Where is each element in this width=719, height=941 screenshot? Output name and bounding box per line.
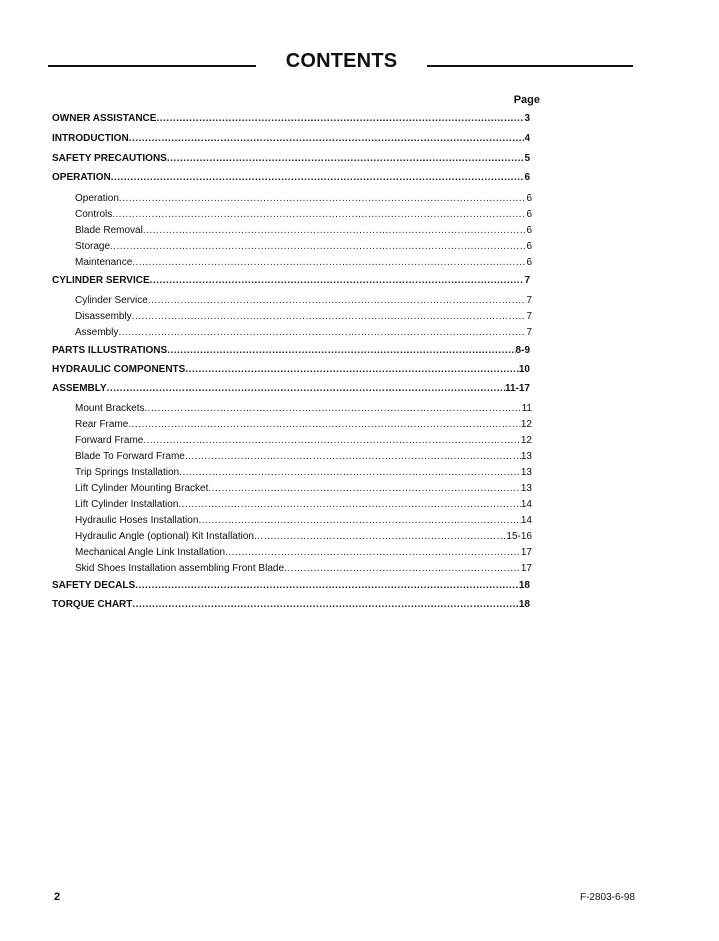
toc-subsection-row	[75, 193, 532, 205]
toc-entry-label: Hydraulic Hoses Installation	[75, 515, 199, 526]
dot-leader	[135, 580, 519, 592]
toc-entry-label: SAFETY PRECAUTIONS	[52, 153, 167, 164]
toc-entry-page: 4	[524, 133, 530, 144]
toc-entry-page: 10	[518, 364, 530, 375]
dot-leader	[132, 311, 527, 323]
page-column-label: Page	[513, 94, 540, 106]
toc-entry-page: 14	[520, 499, 532, 510]
dot-leader	[112, 209, 526, 221]
toc-subsection-row	[75, 257, 532, 269]
toc-subsection-row	[75, 403, 532, 415]
dot-leader	[132, 599, 519, 611]
toc-entry-label: OWNER ASSISTANCE	[52, 113, 157, 124]
toc-entry-label: Blade To Forward Frame	[75, 451, 185, 462]
dot-leader	[225, 547, 521, 559]
toc-subsection-row	[75, 467, 532, 479]
toc-entry-page: 11-17	[504, 383, 530, 394]
toc-entry-label: Disassembly	[75, 311, 132, 322]
toc-section-row	[52, 153, 530, 165]
dot-leader	[143, 435, 521, 447]
toc-entry-page: 13	[520, 451, 532, 462]
toc-entry-label: Operation	[75, 193, 119, 204]
dot-leader	[208, 483, 520, 495]
header-rule-left	[48, 65, 256, 67]
toc-entry-label: Cylinder Service	[75, 295, 148, 306]
toc-entry-label: OPERATION	[52, 172, 111, 183]
toc-entry-page: 15-16	[506, 531, 532, 542]
toc-entry-label: Lift Cylinder Mounting Bracket	[75, 483, 209, 494]
toc-subsection-row	[75, 451, 532, 463]
dot-leader	[111, 172, 525, 184]
toc-subsection-row	[75, 419, 532, 431]
toc-entry-page: 13	[520, 483, 532, 494]
toc-entry-page: 5	[524, 153, 530, 164]
toc-subsection-row	[75, 295, 532, 307]
toc-subsection-row	[75, 327, 532, 339]
toc-entry-label: Lift Cylinder Installation	[75, 499, 179, 510]
toc-entry-label: SAFETY DECALS	[52, 580, 136, 591]
toc-entry-label: INTRODUCTION	[52, 133, 129, 144]
header-rule-right	[427, 65, 633, 67]
toc-entry-page: 13	[520, 467, 532, 478]
dot-leader	[178, 499, 520, 511]
toc-entry-label: Maintenance	[75, 257, 133, 268]
toc-entry-page: 7	[526, 295, 532, 306]
dot-leader	[129, 133, 525, 145]
toc-subsection-row	[75, 515, 532, 527]
dot-leader	[132, 257, 526, 269]
toc-subsection-row	[75, 483, 532, 495]
toc-entry-label: Assembly	[75, 327, 119, 338]
toc-section-row	[52, 345, 530, 357]
toc-section-row	[52, 113, 530, 125]
toc-entry-page: 6	[524, 172, 530, 183]
dot-leader	[254, 531, 506, 543]
toc-entry-label: Storage	[75, 241, 111, 252]
dot-leader	[128, 419, 521, 431]
dot-leader	[185, 451, 521, 463]
toc-subsection-row	[75, 563, 532, 575]
dot-leader	[185, 364, 519, 376]
toc-entry-page: 17	[520, 563, 532, 574]
toc-entry-label: Controls	[75, 209, 113, 220]
toc-entry-page: 14	[520, 515, 532, 526]
dot-leader	[198, 515, 520, 527]
page-number: 2	[54, 891, 61, 903]
toc-subsection-row	[75, 241, 532, 253]
toc-section-row	[52, 133, 530, 145]
toc-entry-page: 3	[524, 113, 530, 124]
dot-leader	[144, 403, 521, 415]
form-number: F-2803-6-98	[579, 892, 635, 903]
dot-leader	[119, 193, 527, 205]
toc-entry-page: 17	[520, 547, 532, 558]
toc-entry-page: 12	[520, 419, 532, 430]
toc-entry-label: Trip Springs Installation	[75, 467, 180, 478]
toc-subsection-row	[75, 209, 532, 221]
toc-entry-page: 11	[521, 403, 532, 414]
toc-entry-label: Blade Removal	[75, 225, 143, 236]
toc-section-row	[52, 172, 530, 184]
dot-leader	[167, 153, 525, 165]
toc-entry-page: 7	[526, 327, 532, 338]
toc-entry-label: Hydraulic Angle (optional) Kit Installation	[75, 531, 254, 542]
toc-entry-page: 6	[526, 225, 532, 236]
toc-entry-page: 18	[518, 580, 530, 591]
toc-entry-label: Rear Frame	[75, 419, 129, 430]
toc-entry-label: Mechanical Angle Link Installation	[75, 547, 226, 558]
dot-leader	[143, 225, 527, 237]
toc-entry-page: 7	[526, 311, 532, 322]
toc-subsection-row	[75, 547, 532, 559]
toc-entry-label: CYLINDER SERVICE	[52, 275, 150, 286]
toc-entry-label: Skid Shoes Installation assembling Front Blade	[75, 563, 285, 574]
toc-section-row	[52, 580, 530, 592]
toc-entry-page: 7	[524, 275, 530, 286]
dot-leader	[150, 275, 525, 287]
dot-leader	[148, 295, 527, 307]
dot-leader	[110, 241, 526, 253]
dot-leader	[107, 383, 505, 395]
dot-leader	[179, 467, 521, 479]
toc-entry-page: 6	[526, 241, 532, 252]
toc-section-row	[52, 275, 530, 287]
toc-subsection-row	[75, 225, 532, 237]
toc-entry-label: Mount Brackets	[75, 403, 145, 414]
toc-entry-label: HYDRAULIC COMPONENTS	[52, 364, 186, 375]
toc-entry-page: 12	[520, 435, 532, 446]
toc-entry-page: 6	[526, 209, 532, 220]
toc-section-row	[52, 599, 530, 611]
toc-entry-page: 6	[526, 257, 532, 268]
dot-leader	[167, 345, 515, 357]
toc-subsection-row	[75, 435, 532, 447]
toc-entry-page: 8-9	[515, 345, 530, 356]
dot-leader	[284, 563, 521, 575]
toc-entry-label: Forward Frame	[75, 435, 144, 446]
toc-entry-label: PARTS ILLUSTRATIONS	[52, 345, 168, 356]
toc-section-row	[52, 383, 530, 395]
dot-leader	[118, 327, 526, 339]
dot-leader	[156, 113, 524, 125]
toc-entry-page: 6	[526, 193, 532, 204]
toc-subsection-row	[75, 499, 532, 511]
page-title: CONTENTS	[285, 50, 398, 72]
contents-header	[0, 50, 719, 80]
toc-entry-page: 18	[518, 599, 530, 610]
toc-subsection-row	[75, 311, 532, 323]
toc-subsection-row	[75, 531, 532, 543]
toc-entry-label: TORQUE CHART	[52, 599, 133, 610]
toc-entry-label: ASSEMBLY	[52, 383, 107, 394]
toc-section-row	[52, 364, 530, 376]
